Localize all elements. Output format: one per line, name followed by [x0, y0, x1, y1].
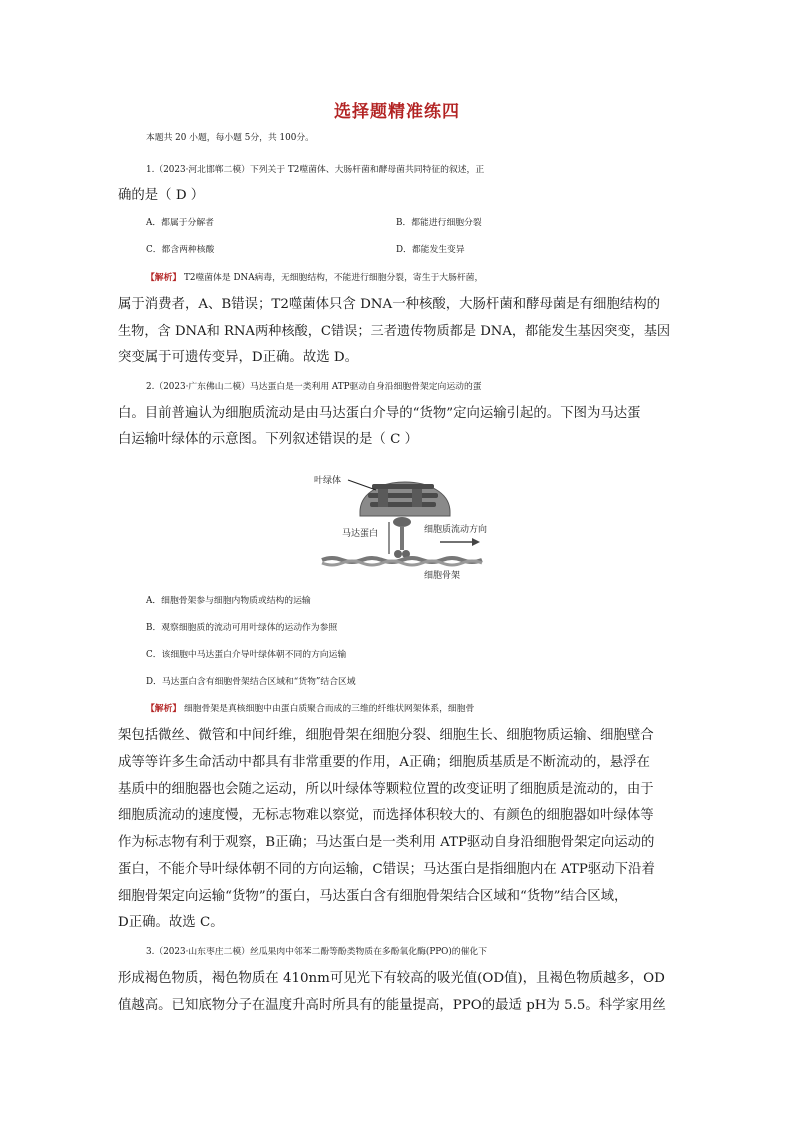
label-flow-direction: 细胞质流动方向 — [424, 525, 488, 535]
q2-stem-line-1: 2.（2023·广东佛山二模）马达蛋白是一类利用 ATP驱动自身沿细胞骨架定向运动的蛋 — [146, 382, 482, 392]
cytoskeleton-shape — [322, 558, 482, 565]
analysis-tag: 【解析】 — [146, 704, 182, 714]
q2-stem-line-2: 白。目前普遍认为细胞质流动是由马达蛋白介导的“货物”定向运输引起的。下图为马达蛋 — [118, 406, 641, 421]
q2-analysis-line-8: 细胞骨架定向运输“货物”的蛋白，马达蛋白含有细胞骨架结合区域和“货物”结合区域， — [118, 889, 628, 904]
motor-protein-figure — [312, 466, 502, 584]
intro-text: 本题共 20 小题，每小题 5分，共 100分。 — [146, 133, 314, 143]
q1-option-d: D．都能发生变异 — [396, 245, 465, 255]
label-motor-protein: 马达蛋白 — [342, 529, 379, 539]
q2-analysis-line-6: 作为标志物有利于观察，B正确；马达蛋白是一类利用 ATP驱动自身沿细胞骨架定向运动的 — [118, 835, 655, 850]
q1-stem-line-2: 确的是（ D ） — [118, 188, 205, 203]
q1-option-c: C．都含两种核酸 — [146, 245, 215, 255]
q1-analysis-text: T2噬菌体是 DNA病毒，无细胞结构，不能进行细胞分裂，寄生于大肠杆菌， — [181, 273, 484, 283]
analysis-tag: 【解析】 — [146, 273, 182, 283]
q2-analysis-line-1 — [146, 699, 706, 719]
q1-option-b: B．都能进行细胞分裂 — [396, 218, 482, 228]
page-title: 选择题精准练四 — [334, 102, 460, 122]
q1-analysis-line-1 — [146, 268, 706, 288]
q1-stem-line-1: 1.（2023·河北邯郸二模）下列关于 T2噬菌体、大肠杆菌和酵母菌共同特征的叙述，正 — [146, 165, 485, 175]
q3-stem-line-1: 3.（2023·山东枣庄二模）丝瓜果肉中邻苯二酚等酚类物质在多酚氧化酶(PPO)的催化下 — [146, 947, 487, 957]
motor-protein-shape — [393, 517, 411, 558]
chloroplast-shape — [360, 482, 450, 516]
q2-option-b: B．观察细胞质的流动可用叶绿体的运动作为参照 — [146, 623, 338, 633]
q1-analysis-line-2: 属于消费者，A、B错误；T2噬菌体只含 DNA一种核酸，大肠杆菌和酵母菌是有细胞结构的 — [118, 297, 661, 312]
q2-stem-line-3: 白运输叶绿体的示意图。下列叙述错误的是（ C ） — [118, 432, 418, 447]
q2-analysis-line-4: 基质中的细胞器也会随之运动，所以叶绿体等颗粒位置的改变证明了细胞质是流动的，由于 — [118, 782, 654, 797]
q2-analysis-line-7: 蛋白，不能介导叶绿体朝不同的方向运输，C错误；马达蛋白是指细胞内在 ATP驱动下沿着 — [118, 862, 655, 877]
label-chloroplast: 叶绿体 — [314, 476, 342, 486]
q2-option-c: C．该细胞中马达蛋白介导叶绿体朝不同的方向运输 — [146, 650, 347, 660]
q2-analysis-line-9: D正确。故选 C。 — [118, 915, 224, 930]
q2-analysis-line-5: 细胞质流动的速度慢，无标志物难以察觉，而选择体积较大的、有颜色的细胞器如叶绿体等 — [118, 808, 654, 823]
q1-analysis-line-3: 生物，含 DNA和 RNA两种核酸，C错误；三者遗传物质都是 DNA，都能发生基因突变，基因 — [118, 324, 671, 339]
q2-option-d: D．马达蛋白含有细胞骨架结合区域和“货物”结合区域 — [146, 677, 356, 687]
q2-analysis-text: 细胞骨架是真核细胞中由蛋白质聚合而成的三维的纤维状网架体系，细胞骨 — [181, 704, 475, 714]
q2-option-a: A．细胞骨架参与细胞内物质或结构的运输 — [146, 596, 311, 606]
q2-analysis-line-3: 成等等许多生命活动中都具有非常重要的作用，A正确；细胞质基质是不断流动的，悬浮在 — [118, 755, 650, 770]
q3-stem-line-3: 值越高。已知底物分子在温度升高时所具有的能量提高，PPO的最适 pH为 5.5。科学家用丝 — [118, 998, 666, 1013]
q1-analysis-line-4: 突变属于可遗传变异，D正确。故选 D。 — [118, 350, 358, 365]
q1-option-a: A．都属于分解者 — [146, 218, 214, 228]
q3-stem-line-2: 形成褐色物质，褐色物质在 410nm可见光下有较高的吸光值(OD值)，且褐色物质越多，OD — [118, 971, 665, 986]
label-cytoskeleton: 细胞骨架 — [424, 571, 461, 581]
q2-analysis-line-2: 架包括微丝、微管和中间纤维，细胞骨架在细胞分裂、细胞生长、细胞物质运输、细胞壁合 — [118, 728, 654, 743]
